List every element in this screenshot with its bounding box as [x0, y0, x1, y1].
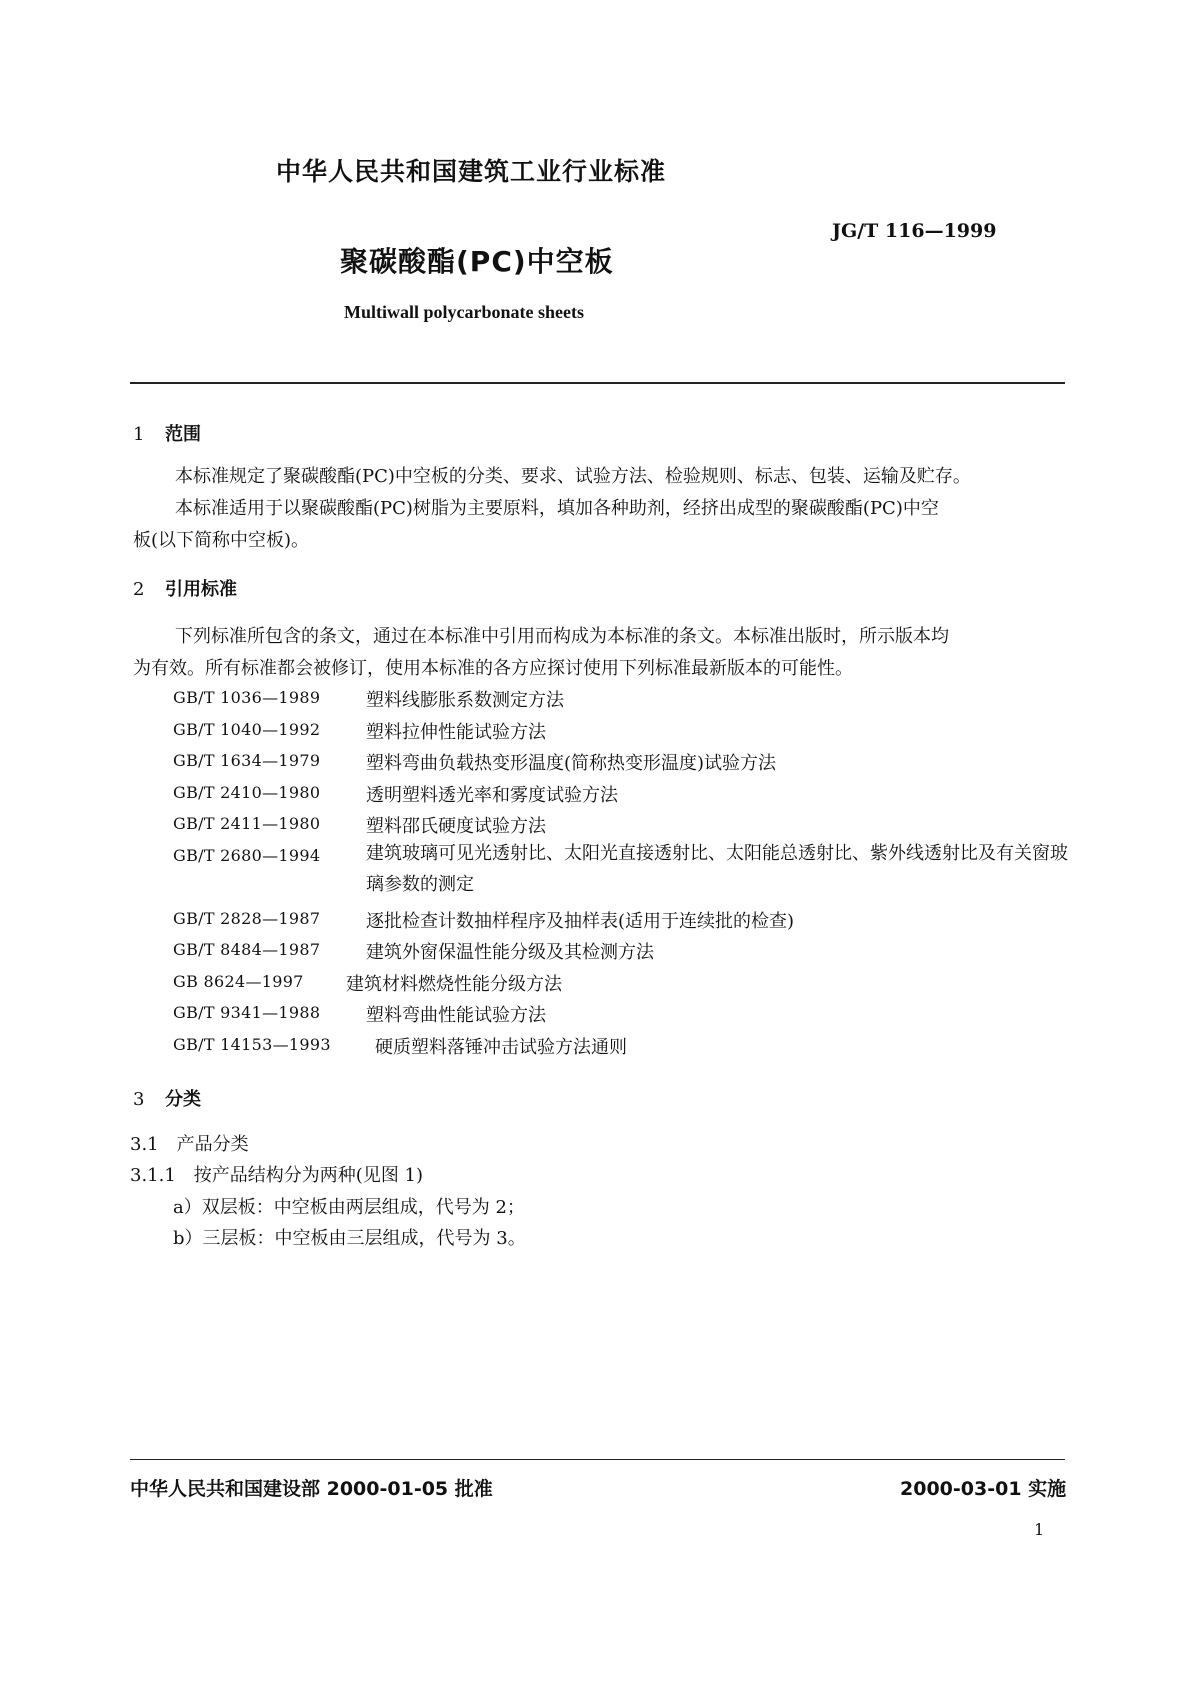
- reference-code: GB/T 14153—1993: [173, 1034, 331, 1054]
- reference-title: 塑料邵氏硬度试验方法: [366, 816, 546, 837]
- reference-code: GB/T 1036—1989: [173, 688, 321, 707]
- reference-item: [173, 716, 1073, 748]
- document-title: 聚碳酸酯(PC)中空板: [340, 245, 614, 278]
- standard-code: JG/T 116—1999: [832, 220, 997, 242]
- reference-title: 逐批检查计数抽样程序及抽样表(适用于连续批的检查): [366, 910, 795, 932]
- section-number: 1: [133, 424, 145, 445]
- reference-item: [173, 968, 1073, 1000]
- section-3-heading: [133, 1085, 201, 1111]
- section-2-heading: [133, 575, 237, 601]
- subsection-3-1-1: 3.1.1 按产品结构分为两种(见图 1): [130, 1165, 424, 1186]
- subsection-3-1: 3.1 产品分类: [130, 1134, 249, 1155]
- reference-title: 塑料线膨胀系数测定方法: [366, 690, 564, 711]
- reference-code: GB/T 1634—1979: [173, 751, 321, 770]
- reference-list: [173, 684, 1073, 1062]
- section-title: 分类: [165, 1089, 201, 1110]
- reference-code: GB 8624—1997: [173, 971, 304, 991]
- reference-title: 塑料拉伸性能试验方法: [366, 721, 546, 743]
- header-divider: [130, 382, 1065, 384]
- footer-divider: [130, 1459, 1065, 1460]
- implementation-date: 2000-03-01 实施: [900, 1478, 1067, 1500]
- reference-title: 建筑材料燃烧性能分级方法: [346, 973, 562, 995]
- reference-item: [173, 1031, 1073, 1063]
- section-2-paragraph-line-2: 为有效。所有标准都会被修订，使用本标准的各方应探讨使用下列标准最新版本的可能性。: [133, 658, 853, 679]
- section-2-paragraph-line-1: 下列标准所包含的条文，通过在本标准中引用而构成为本标准的条文。本标准出版时，所示版本均: [175, 626, 949, 647]
- reference-item: [173, 936, 1073, 968]
- list-item-b: b）三层板：中空板由三层组成，代号为 3。: [173, 1228, 526, 1249]
- section-1-paragraph-2-line-2: 板(以下简称中空板)。: [133, 530, 310, 551]
- reference-code: GB/T 2828—1987: [173, 908, 321, 928]
- reference-code: GB/T 9341—1988: [173, 1003, 321, 1022]
- section-title: 范围: [165, 424, 201, 445]
- page-number: 1: [1034, 1520, 1045, 1539]
- reference-item: [173, 779, 1073, 811]
- section-number: 3: [133, 1089, 145, 1110]
- reference-item: [173, 747, 1073, 779]
- reference-title: 建筑外窗保温性能分级及其检测方法: [366, 942, 654, 963]
- reference-item: [173, 999, 1073, 1031]
- reference-code: GB/T 1040—1992: [173, 719, 321, 739]
- reference-code: GB/T 2410—1980: [173, 782, 321, 802]
- reference-item: [173, 684, 1073, 716]
- standard-body-heading: 中华人民共和国建筑工业行业标准: [276, 157, 667, 186]
- reference-title: 塑料弯曲性能试验方法: [366, 1005, 546, 1026]
- approval-line: 中华人民共和国建设部 2000-01-05 批准: [130, 1478, 493, 1500]
- section-1-paragraph-2-line-1: 本标准适用于以聚碳酸酯(PC)树脂为主要原料，填加各种助剂，经挤出成型的聚碳酸酯(PC)中空: [175, 498, 939, 519]
- reference-title: 硬质塑料落锤冲击试验方法通则: [375, 1036, 627, 1058]
- reference-item: [173, 842, 1073, 905]
- reference-title: 塑料弯曲负载热变形温度(简称热变形温度)试验方法: [366, 753, 777, 774]
- section-title: 引用标准: [165, 579, 237, 600]
- reference-code: GB/T 8484—1987: [173, 940, 321, 959]
- reference-item: [173, 905, 1073, 937]
- reference-code: GB/T 2411—1980: [173, 814, 321, 833]
- reference-title: 透明塑料透光率和雾度试验方法: [366, 784, 618, 806]
- section-number: 2: [133, 579, 145, 600]
- list-item-a: a）双层板：中空板由两层组成，代号为 2；: [173, 1197, 525, 1218]
- document-title-english: Multiwall polycarbonate sheets: [344, 302, 584, 322]
- section-1-paragraph-1: 本标准规定了聚碳酸酯(PC)中空板的分类、要求、试验方法、检验规则、标志、包装、运输及贮存。: [175, 466, 971, 487]
- reference-code: GB/T 2680—1994: [173, 845, 321, 865]
- reference-title: 建筑玻璃可见光透射比、太阳光直接透射比、太阳能总透射比、紫外线透射比及有关窗玻璃参数的测定: [366, 842, 1068, 895]
- section-1-heading: [133, 420, 201, 446]
